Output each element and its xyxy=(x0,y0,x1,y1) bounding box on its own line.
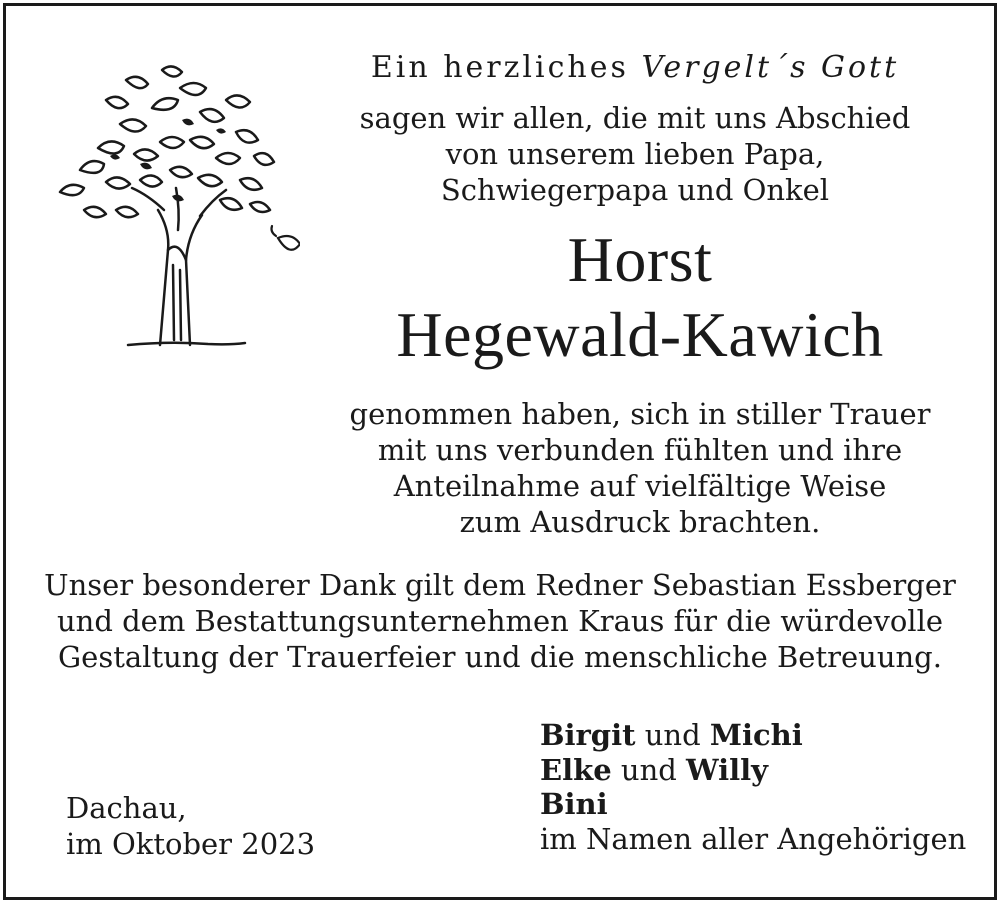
signatory-closing: im Namen aller Angehörigen xyxy=(540,821,967,856)
signatory-name: Elke xyxy=(540,752,612,787)
heading-prefix: Ein herzliches xyxy=(370,50,629,85)
special-thanks-text xyxy=(40,567,960,675)
place-and-date xyxy=(66,790,315,862)
place-city: Dachau, xyxy=(66,791,187,825)
intro-text xyxy=(340,100,930,208)
body-line: mit uns verbunden fühlten und ihre xyxy=(377,433,903,467)
intro-line: sagen wir allen, die mit uns Abschied xyxy=(359,101,911,135)
signatory-line xyxy=(540,787,966,822)
thanks-line: und dem Bestattungsunternehmen Kraus für die würdevolle xyxy=(56,604,944,638)
deceased-name xyxy=(340,222,940,372)
deceased-first-name: Horst xyxy=(567,224,713,295)
thanks-line: Gestaltung der Trauerfeier und die menschliche Betreuung. xyxy=(58,640,942,674)
body-line: genommen haben, sich in stiller Trauer xyxy=(349,397,931,431)
thanks-line: Unser besonderer Dank gilt dem Redner Sebastian Essberger xyxy=(44,568,956,602)
gratitude-text xyxy=(340,396,940,540)
signatory-name: Willy xyxy=(686,752,768,787)
place-date: im Oktober 2023 xyxy=(66,827,316,861)
notice-heading xyxy=(340,48,930,88)
body-line: zum Ausdruck brachten. xyxy=(459,505,821,539)
signatory-name: Bini xyxy=(540,787,608,821)
heading-italic: Vergelt´s Gott xyxy=(641,50,900,85)
signatory-name: Birgit xyxy=(540,718,636,752)
signatory-line xyxy=(540,718,966,753)
tree-icon xyxy=(40,60,300,360)
intro-line: von unserem lieben Papa, xyxy=(445,137,825,171)
signatories xyxy=(540,718,966,856)
signatory-name: Michi xyxy=(709,718,803,752)
deceased-last-name: Hegewald-Kawich xyxy=(396,299,884,370)
signatory-line xyxy=(540,753,966,788)
intro-line: Schwiegerpapa und Onkel xyxy=(440,173,830,207)
conjunction: und xyxy=(620,752,677,787)
conjunction: und xyxy=(644,718,701,752)
body-line: Anteilnahme auf vielfältige Weise xyxy=(393,469,887,503)
